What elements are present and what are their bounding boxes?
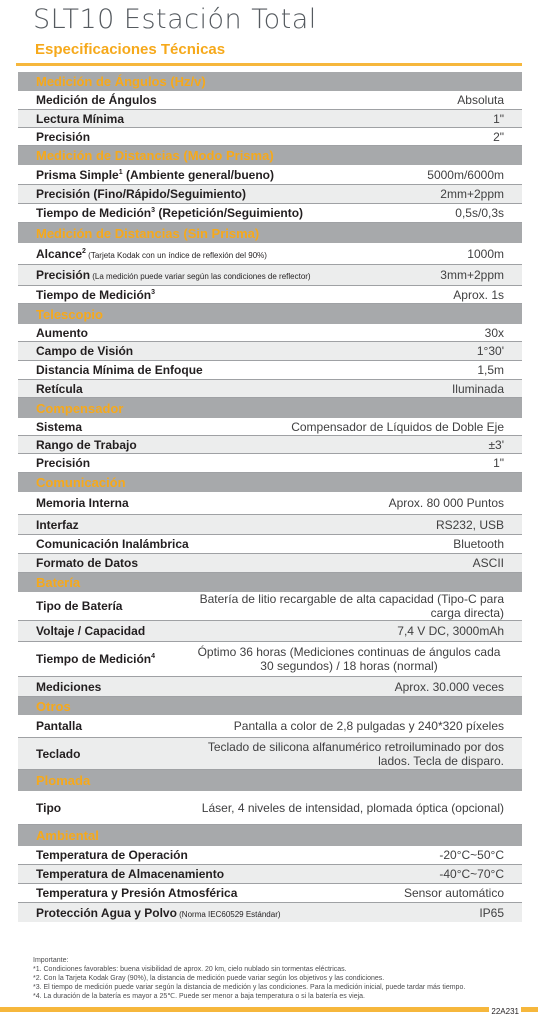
spec-row (18, 642, 522, 677)
spec-label-text: Temperatura de Almacenamiento (36, 867, 225, 881)
spec-label-text: Lectura Mínima (36, 111, 125, 126)
spec-table (18, 72, 522, 922)
spec-label (36, 556, 138, 570)
spec-value: Bluetooth (453, 537, 504, 551)
spec-value: Láser, 4 niveles de intensidad, plomada óptica (opcional) (201, 800, 504, 815)
spec-row (18, 846, 522, 865)
spec-row (18, 865, 522, 884)
spec-label-text: Sistema (36, 419, 83, 434)
spec-value: Pantalla a color de 2,8 pulgadas y 240*320 píxeles (233, 719, 504, 733)
spec-label (36, 599, 122, 613)
spec-value: ±3' (488, 437, 504, 452)
spec-row (18, 128, 522, 146)
spec-label-text: Alcance (36, 246, 83, 261)
footnotes-heading: Importante: (33, 957, 69, 964)
spec-row (18, 621, 522, 642)
footnote-ref: 1 (118, 168, 123, 176)
spec-value: Batería de litio recargable de alta capacidad (Tipo-C para carga directa) (199, 592, 504, 620)
spec-label-text: Aumento (36, 325, 88, 340)
spec-label (36, 496, 129, 510)
spec-value: 3mm+2ppm (440, 268, 504, 282)
spec-label (36, 247, 267, 261)
spec-label-text: Precisión (36, 268, 91, 282)
spec-label (36, 288, 155, 302)
spec-value: 5000m/6000m (427, 167, 504, 182)
spec-label (36, 624, 145, 638)
page-subtitle: Especificaciones Técnicas (35, 41, 226, 58)
spec-label (36, 680, 101, 694)
footnote-ref: 2 (82, 247, 86, 255)
spec-value: 2mm+2ppm (440, 187, 504, 201)
section-header: Otros (18, 697, 522, 715)
spec-value: IP65 (479, 905, 504, 920)
spec-label-text: Tiempo de Medición (36, 287, 152, 302)
spec-label-text: Tipo (36, 800, 62, 815)
bottom-accent-bar (0, 1007, 538, 1012)
spec-label (36, 886, 237, 900)
title-divider (16, 63, 522, 66)
footnote-ref: 3 (151, 207, 156, 214)
spec-label (36, 187, 246, 201)
footnote-ref: 4 (151, 653, 156, 660)
spec-label-text: Temperatura y Presión Atmosférica (36, 886, 238, 900)
spec-label-text: Medición de Ángulos (36, 93, 157, 107)
spec-row (18, 515, 522, 535)
spec-row (18, 110, 522, 128)
spec-label-text: Mediciones (36, 679, 102, 694)
spec-row (18, 342, 522, 361)
spec-value: 2" (493, 129, 504, 144)
spec-value: 1" (493, 456, 504, 470)
spec-value: 1" (493, 111, 504, 126)
spec-row (18, 185, 522, 204)
spec-row (18, 204, 522, 223)
spec-value: Iluminada (451, 381, 504, 396)
spec-label (36, 438, 137, 452)
footnote: *2. Con la Tarjeta Kodak Gray (90%), la distancia de medición puede variar según los objetivos y las condiciones. (33, 975, 385, 982)
spec-label (36, 652, 155, 666)
spec-row (18, 535, 522, 554)
spec-label-note: (La medición puede variar según las condiciones de reflector) (90, 272, 311, 281)
spec-row (18, 903, 522, 922)
section-header: Ambiental (18, 825, 522, 846)
spec-value: -40°C~70°C (439, 867, 504, 881)
spec-label-text: Voltaje / Capacidad (36, 624, 146, 638)
spec-value: 1,5m (477, 363, 504, 377)
spec-row (18, 738, 522, 770)
spec-label-text: Protección Agua y Polvo (36, 905, 177, 920)
spec-row (18, 677, 522, 697)
spec-row (18, 361, 522, 380)
spec-label (36, 801, 61, 815)
spec-value: Teclado de silicona alfanumérico retroiluminado por dos lados. Tecla de disparo. (207, 739, 504, 768)
section-header: Batería (18, 573, 522, 592)
spec-row (18, 380, 522, 398)
spec-label-tail: (Ambiente general/bueno) (122, 167, 274, 182)
footnote-ref: 3 (151, 288, 156, 296)
spec-label-text: Pantalla (36, 719, 83, 733)
spec-label (36, 456, 90, 470)
spec-value: Aprox. 30.000 veces (394, 679, 504, 694)
spec-label (36, 518, 79, 532)
spec-value: 1000m (467, 246, 504, 261)
spec-label-text: Retícula (36, 381, 83, 396)
spec-value: 30x (484, 325, 504, 340)
spec-label-note: (Norma IEC60529 Estándar) (176, 909, 281, 919)
spec-row (18, 715, 522, 738)
spec-label-text: Precisión (Fino/Rápido/Seguimiento) (36, 187, 247, 201)
spec-value: Aprox. 80 000 Puntos (388, 496, 504, 510)
spec-row (18, 884, 522, 903)
footnotes (33, 956, 533, 1001)
spec-row (18, 165, 522, 185)
spec-row (18, 592, 522, 621)
spec-value: Óptimo 36 horas (Mediciones continuas de ángulos cada 30 segundos) / 18 horas (normal) (197, 645, 501, 673)
spec-value: -20°C~50°C (439, 848, 504, 862)
spec-value: ASCII (472, 556, 504, 570)
section-header: Medición de Distancias (Sin Prisma) (18, 223, 522, 243)
spec-label-text: Formato de Datos (36, 556, 139, 570)
spec-row (18, 454, 522, 473)
spec-label-text: Interfaz (36, 517, 79, 532)
spec-value: 7,4 V DC, 3000mAh (397, 624, 504, 638)
spec-label-text: Comunicación Inalámbrica (36, 537, 189, 551)
spec-label (36, 363, 203, 377)
spec-label (36, 344, 133, 358)
spec-label-tail: (Repetición/Seguimiento) (155, 206, 304, 220)
spec-row (18, 554, 522, 573)
section-header: Plomada (18, 770, 522, 791)
spec-label (36, 206, 303, 220)
spec-label (36, 130, 90, 144)
spec-row (18, 418, 522, 436)
spec-label-text: Campo de Visión (36, 344, 134, 358)
spec-label-text: Tiempo de Medición (36, 652, 152, 666)
document-code: 22A231 (491, 1007, 519, 1016)
spec-label-text: Precisión (36, 456, 91, 470)
spec-value: Compensador de Líquidos de Doble Eje (291, 419, 504, 434)
spec-label (36, 382, 83, 396)
spec-label (36, 747, 80, 761)
section-header: Compensador (18, 398, 522, 418)
spec-value: Sensor automático (403, 886, 504, 900)
section-header: Comunicación (18, 473, 522, 492)
spec-value: RS232, USB (435, 517, 504, 532)
spec-row (18, 243, 522, 265)
spec-label (36, 906, 281, 920)
spec-label (36, 112, 124, 126)
spec-value: 1°30' (476, 344, 504, 358)
spec-label-text: Distancia Mínima de Enfoque (36, 363, 203, 377)
spec-label-text: Teclado (36, 746, 81, 761)
spec-row (18, 286, 522, 304)
section-header: Telescopio (18, 304, 522, 324)
spec-row (18, 265, 522, 286)
spec-label-text: Prisma Simple (36, 167, 119, 182)
spec-label-text: Rango de Trabajo (36, 437, 137, 452)
spec-label-text: Memoria Interna (36, 496, 129, 510)
spec-label (36, 268, 311, 282)
footnote: *1. Condiciones favorables: buena visibilidad de aprox. 20 km, cielo nublado sin tormentas eléctricas. (33, 966, 347, 973)
spec-label-note: (Tarjeta Kodak con un índice de reflexión del 90%) (85, 250, 267, 260)
spec-value: Absoluta (457, 93, 504, 107)
page-title: SLT10 Estación Total (33, 4, 317, 35)
spec-row (18, 492, 522, 515)
spec-label (36, 537, 189, 551)
spec-label-text: Tiempo de Medición (36, 206, 152, 220)
spec-label (36, 867, 224, 881)
spec-value: 0,5s/0,3s (455, 206, 504, 220)
section-header: Medición de Ángulos (Hz/v) (18, 72, 522, 91)
spec-label-text: Tipo de Batería (36, 599, 123, 613)
spec-label (36, 93, 157, 107)
spec-row (18, 436, 522, 454)
spec-row (18, 324, 522, 342)
spec-label (36, 168, 274, 182)
footnote: *4. La duración de la batería es mayor a 25℃. Puede ser menor a baja temperatura o si la batería es vieja. (33, 993, 365, 1000)
spec-label (36, 420, 82, 434)
section-header: Medición de Distancias (Modo Prisma) (18, 146, 522, 165)
spec-row (18, 791, 522, 825)
spec-label (36, 719, 82, 733)
spec-label-text: Temperatura de Operación (36, 848, 188, 862)
spec-label-text: Precisión (36, 129, 91, 144)
spec-label (36, 848, 188, 862)
spec-value: Aprox. 1s (453, 287, 504, 302)
footnote: *3. El tiempo de medición puede variar según la distancia de medición y las condiciones. Para la medición inicial, puede tardar más tiempo. (33, 984, 466, 991)
spec-label (36, 326, 88, 340)
spec-row (18, 91, 522, 110)
